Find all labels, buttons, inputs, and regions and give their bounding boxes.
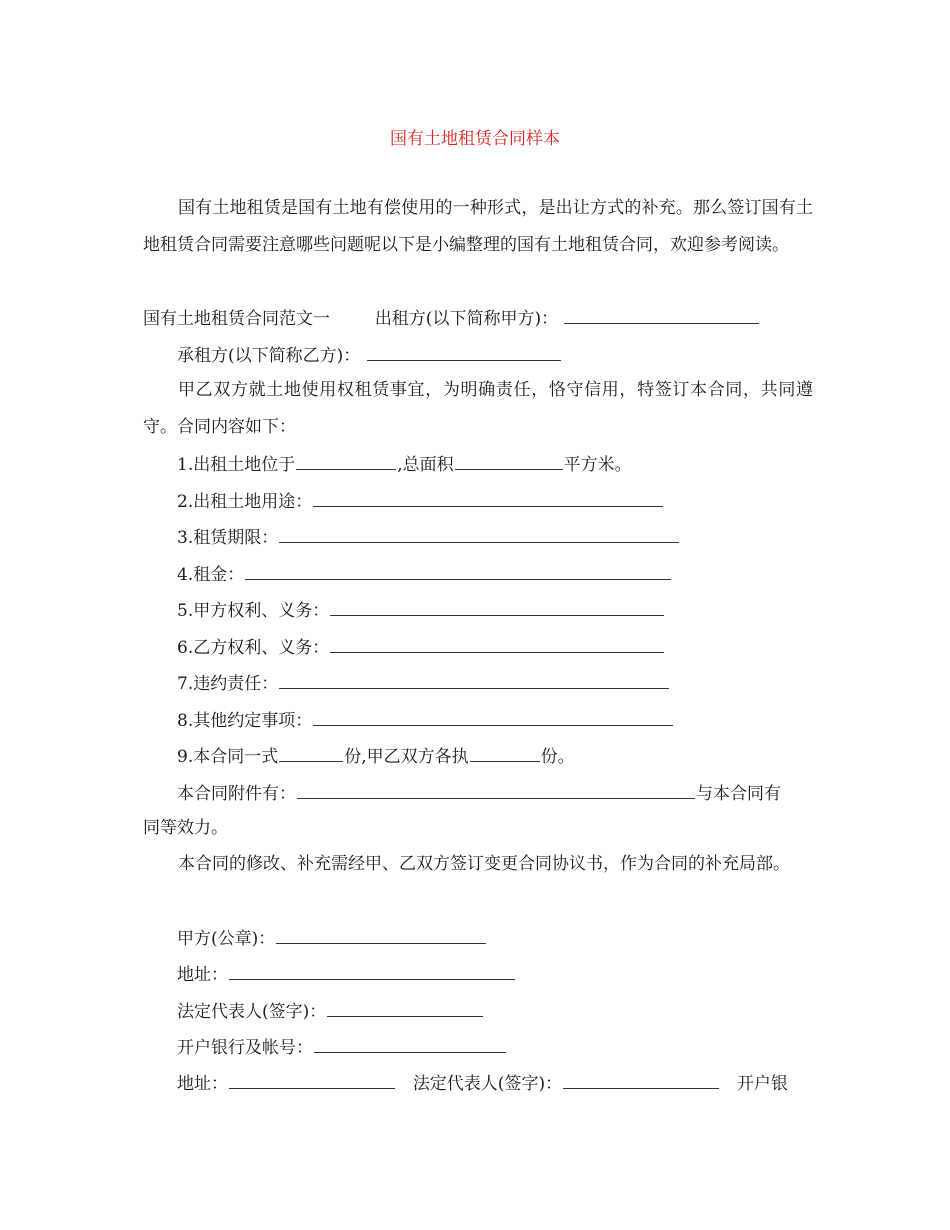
item-4 (177, 561, 672, 587)
party-b-line (177, 1070, 788, 1096)
party-a-seal-blank[interactable] (276, 925, 486, 944)
item-8 (177, 707, 674, 733)
lessor-label: 出租方(以下简称甲方)： (374, 309, 559, 329)
lessee-label: 承租方(以下简称乙方)： (177, 346, 361, 366)
bank-label: 开户银行及帐号： (177, 1038, 313, 1058)
lessor-blank[interactable] (564, 305, 759, 324)
party-b-bank-label: 开户银 (736, 1074, 788, 1094)
lessee-blank[interactable] (367, 342, 561, 361)
item-3 (177, 524, 680, 550)
item-7 (177, 670, 670, 696)
attachment-label: 本合同附件有： (177, 784, 296, 804)
attachment-line-cont: 同等效力。 (143, 818, 228, 838)
other-terms-blank[interactable] (313, 707, 673, 726)
item-1-label: 1.出租土地位于 (177, 455, 296, 475)
intro-paragraph: 国有土地租赁是国有土地有偿使用的一种形式，是出让方式的补充。那么签订国有土地租赁合同需要注意哪些问题呢以下是小编整理的国有土地租赁合同，欢迎参考阅读。 (143, 198, 813, 255)
item-6-label: 6.乙方权利、义务： (177, 638, 330, 658)
copies-blank[interactable] (279, 743, 343, 762)
item-9-label: 9.本合同一式 (177, 747, 279, 767)
attachment-line (177, 780, 781, 806)
item-2-label: 2.出租土地用途： (177, 492, 313, 512)
item-6 (177, 634, 665, 660)
sample-heading: 国有土地租赁合同范文一 (143, 309, 330, 329)
liability-blank[interactable] (279, 670, 669, 689)
item-1-unit: 平方米。 (563, 455, 632, 475)
usage-blank[interactable] (313, 488, 663, 507)
address-line (177, 961, 516, 987)
party-b-address-label: 地址： (177, 1074, 228, 1094)
item-5 (177, 597, 665, 623)
item-5-label: 5.甲方权利、义务： (177, 601, 330, 621)
attachment-blank[interactable] (297, 780, 695, 799)
party-a-seal-line (177, 925, 487, 951)
area-blank[interactable] (455, 451, 563, 470)
party-a-seal-label: 甲方(公章)： (177, 929, 276, 949)
legal-rep-label: 法定代表人(签字)： (177, 1002, 327, 1022)
party-b-legal-rep-label: 法定代表人(签字)： (412, 1074, 563, 1094)
item-2 (177, 488, 664, 514)
item-9-unit: 份。 (540, 747, 575, 767)
item-1 (177, 451, 632, 477)
item-9 (177, 743, 575, 769)
address-label: 地址： (177, 965, 228, 985)
copies-each-blank[interactable] (470, 743, 540, 762)
party-a-duties-blank[interactable] (330, 597, 664, 616)
location-blank[interactable] (296, 451, 396, 470)
legal-rep-blank[interactable] (327, 998, 483, 1017)
party-b-address-blank[interactable] (229, 1070, 395, 1089)
bank-line (177, 1034, 507, 1060)
party-b-legal-rep-blank[interactable] (563, 1070, 719, 1089)
lessee-line (177, 342, 562, 368)
rent-blank[interactable] (245, 561, 671, 580)
item-7-label: 7.违约责任： (177, 674, 279, 694)
bank-blank[interactable] (314, 1034, 506, 1053)
sample-heading-line (143, 305, 760, 331)
item-8-label: 8.其他约定事项： (177, 711, 313, 731)
preamble-paragraph: 甲乙双方就土地使用权租赁事宜，为明确责任，恪守信用，特签订本合同，共同遵守。合同内容如下： (143, 380, 813, 437)
item-1-area-label: ,总面积 (397, 455, 454, 475)
attachment-suffix: 与本合同有 (696, 784, 781, 804)
item-4-label: 4.租金： (177, 565, 245, 585)
document-title: 国有土地租赁合同样本 (390, 129, 560, 149)
legal-rep-line (177, 998, 484, 1024)
item-3-label: 3.租赁期限： (177, 528, 279, 548)
amendment-paragraph: 本合同的修改、补充需经甲、乙双方签订变更合同协议书，作为合同的补充局部。 (178, 854, 790, 874)
term-blank[interactable] (279, 524, 679, 543)
address-blank[interactable] (229, 961, 515, 980)
party-b-duties-blank[interactable] (330, 634, 664, 653)
item-9-each-label: 份,甲乙双方各执 (344, 747, 469, 767)
